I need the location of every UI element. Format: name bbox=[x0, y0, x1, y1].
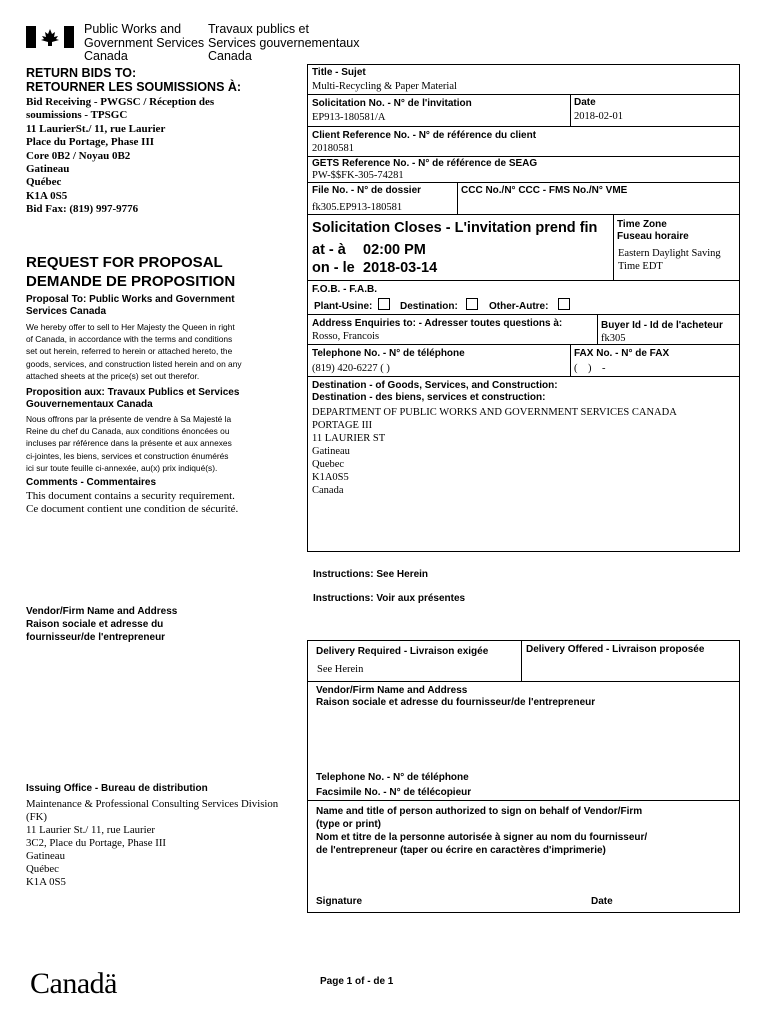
solicitation-label: Solicitation No. - N° de l'invitation bbox=[312, 98, 472, 109]
phone-value: (819) 420-6227 ( ) bbox=[312, 363, 390, 374]
gets-ref-value: PW-$$FK-305-74281 bbox=[312, 170, 404, 181]
comments-label: Comments - Commentaires bbox=[26, 477, 157, 488]
solicitation-closes-title: Solicitation Closes - L'invitation prend fin bbox=[312, 220, 598, 236]
vendor-firm-label-left: Vendor/Firm Name and Address Raison sociale et adresse du fournisseur/de l'entrepreneur bbox=[26, 606, 178, 643]
closing-date-value: 2018-03-14 bbox=[363, 260, 438, 276]
instructions-fr: Instructions: Voir aux présentes bbox=[313, 593, 466, 604]
buyer-id-label: Buyer Id - Id de l'acheteur bbox=[601, 320, 723, 331]
address-enquiries-value: Rosso, Francois bbox=[312, 331, 380, 342]
address-enquiries-label: Address Enquiries to: - Adresser toutes questions à: bbox=[312, 318, 563, 329]
destination-checkbox[interactable] bbox=[466, 298, 478, 310]
vendor-firm-field[interactable] bbox=[312, 712, 736, 768]
delivery-required-label: Delivery Required - Livraison exigée bbox=[316, 646, 489, 657]
divider bbox=[570, 344, 571, 376]
vendor-firm-label: Vendor/Firm Name and Address Raison sociale et adresse du fournisseur/de l'entrepreneur bbox=[316, 685, 596, 708]
signature-date-label: Date bbox=[591, 896, 613, 907]
divider bbox=[307, 344, 740, 345]
divider bbox=[307, 156, 740, 157]
file-no-value: fk305.EP913-180581 bbox=[312, 202, 403, 213]
instructions-en: Instructions: See Herein bbox=[313, 569, 429, 580]
destination-goods-address: DEPARTMENT OF PUBLIC WORKS AND GOVERNMENT SERVICES CANADA PORTAGE III 11 LAURIER ST Gatineau Quebec K1A0S5 Canada bbox=[312, 407, 677, 496]
proposal-to-fr: Proposition aux: Travaux Publics et Services Gouvernementaux Canada bbox=[26, 387, 240, 410]
return-bids-title: RETURN BIDS TO: RETOURNER LES SOUMISSIONS À: bbox=[26, 66, 242, 94]
destination-goods-label: Destination - of Goods, Services, and Construction: Destination - des biens, services et construction: bbox=[312, 380, 558, 403]
divider bbox=[570, 94, 571, 126]
divider bbox=[307, 376, 740, 377]
title-label: Title - Sujet bbox=[312, 67, 366, 78]
client-ref-value: 20180581 bbox=[312, 143, 354, 154]
closing-on-label: on - le bbox=[312, 260, 355, 276]
divider bbox=[521, 640, 522, 681]
return-bids-address: Bid Receiving - PWGSC / Réception des soumissions - TPSGC 11 LaurierSt./ 11, rue Laurier Place du Portage, Phase III Core 0B2 / Noyau 0B2 Gatineau Québec K1A 0S5 Bid Fax: (819) 997-9776 bbox=[26, 96, 215, 216]
date-value: 2018-02-01 bbox=[574, 111, 623, 122]
fob-label: F.O.B. - F.A.B. bbox=[312, 284, 377, 295]
file-no-label: File No. - N° de dossier bbox=[312, 185, 422, 196]
authorized-person-field[interactable] bbox=[312, 860, 736, 890]
vendor-telephone-label: Telephone No. - N° de téléphone bbox=[316, 772, 469, 783]
fax-label: FAX No. - N° de FAX bbox=[574, 348, 670, 359]
department-name-fr: Travaux publics et Services gouvernementaux Canada bbox=[208, 22, 360, 63]
divider bbox=[307, 681, 740, 682]
delivery-offered-label: Delivery Offered - Livraison proposée bbox=[526, 644, 705, 655]
divider bbox=[307, 94, 740, 95]
divider bbox=[307, 182, 740, 183]
time-zone-value: Eastern Daylight Saving Time EDT bbox=[618, 248, 721, 272]
issuing-office-label: Issuing Office - Bureau de distribution bbox=[26, 783, 208, 794]
divider bbox=[307, 800, 740, 801]
buyer-id-value: fk305 bbox=[601, 333, 626, 344]
department-name-en: Public Works and Government Services Canada bbox=[84, 22, 205, 63]
gets-ref-label: GETS Reference No. - N° de référence de SEAG bbox=[312, 158, 538, 169]
time-zone-label: Time Zone Fuseau horaire bbox=[617, 219, 689, 242]
proposal-to-en: Proposal To: Public Works and Government Services Canada bbox=[26, 294, 235, 317]
plant-label: Plant-Usine: bbox=[314, 301, 373, 312]
page-number: Page 1 of - de 1 bbox=[320, 976, 394, 987]
vendor-facsimile-label: Facsimile No. - N° de télécopieur bbox=[316, 787, 472, 798]
divider bbox=[597, 314, 598, 344]
phone-label: Telephone No. - N° de téléphone bbox=[312, 348, 465, 359]
closing-time-value: 02:00 PM bbox=[363, 242, 426, 258]
divider bbox=[613, 214, 614, 280]
destination-fob-label: Destination: bbox=[400, 301, 458, 312]
divider bbox=[307, 126, 740, 127]
divider bbox=[307, 314, 740, 315]
authorized-person-label: Name and title of person authorized to sign on behalf of Vendor/Firm (type or print) Nom et titre de la personne autorisée à signer au nom du fournisseur/ de l'entrepreneur (taper ou écrire en caractères d'imprimerie) bbox=[316, 806, 648, 856]
canada-wordmark: Canadä bbox=[30, 967, 117, 1000]
closing-at-label: at - à bbox=[312, 242, 346, 258]
government-flag-logo bbox=[26, 26, 74, 48]
rfp-title: REQUEST FOR PROPOSAL DEMANDE DE PROPOSITION bbox=[26, 254, 236, 290]
issuing-office-address: Maintenance & Professional Consulting Services Division (FK) 11 Laurier St./ 11, rue Laurier 3C2, Place du Portage, Phase III Gatineau Québec K1A 0S5 bbox=[26, 798, 279, 888]
signature-label: Signature bbox=[316, 896, 363, 907]
ccc-no-label: CCC No./N° CCC - FMS No./N° VME bbox=[461, 185, 628, 196]
other-label: Other-Autre: bbox=[489, 301, 549, 312]
solicitation-value: EP913-180581/A bbox=[312, 112, 386, 123]
fax-value: ( ) - bbox=[574, 363, 606, 374]
plant-checkbox[interactable] bbox=[378, 298, 390, 310]
title-value: Multi-Recycling & Paper Material bbox=[312, 81, 457, 92]
comments-text: This document contains a security requirement. Ce document contient une condition de sécurité. bbox=[26, 490, 239, 515]
divider bbox=[457, 182, 458, 214]
other-checkbox[interactable] bbox=[558, 298, 570, 310]
delivery-required-value: See Herein bbox=[317, 664, 364, 675]
offer-text-en: We hereby offer to sell to Her Majesty the Queen in right of Canada, in accordance with the terms and conditions set out herein, referred to herein or attached hereto, the goods, services, and construction listed herein and on any attached sheets at the price(s) set out therefor. bbox=[26, 322, 242, 381]
client-ref-label: Client Reference No. - N° de référence du client bbox=[312, 130, 537, 141]
date-label: Date bbox=[574, 97, 596, 108]
offer-text-fr: Nous offrons par la présente de vendre à Sa Majesté la Reine du chef du Canada, aux conditions énoncées ou incluses par référence dans la présente et aux annexes ci-jointes, les biens, services et construction énumérés ici sur toute feuille ci-annexée, au(x) prix indiqué(s). bbox=[26, 414, 232, 473]
divider bbox=[307, 280, 740, 281]
divider bbox=[307, 214, 740, 215]
